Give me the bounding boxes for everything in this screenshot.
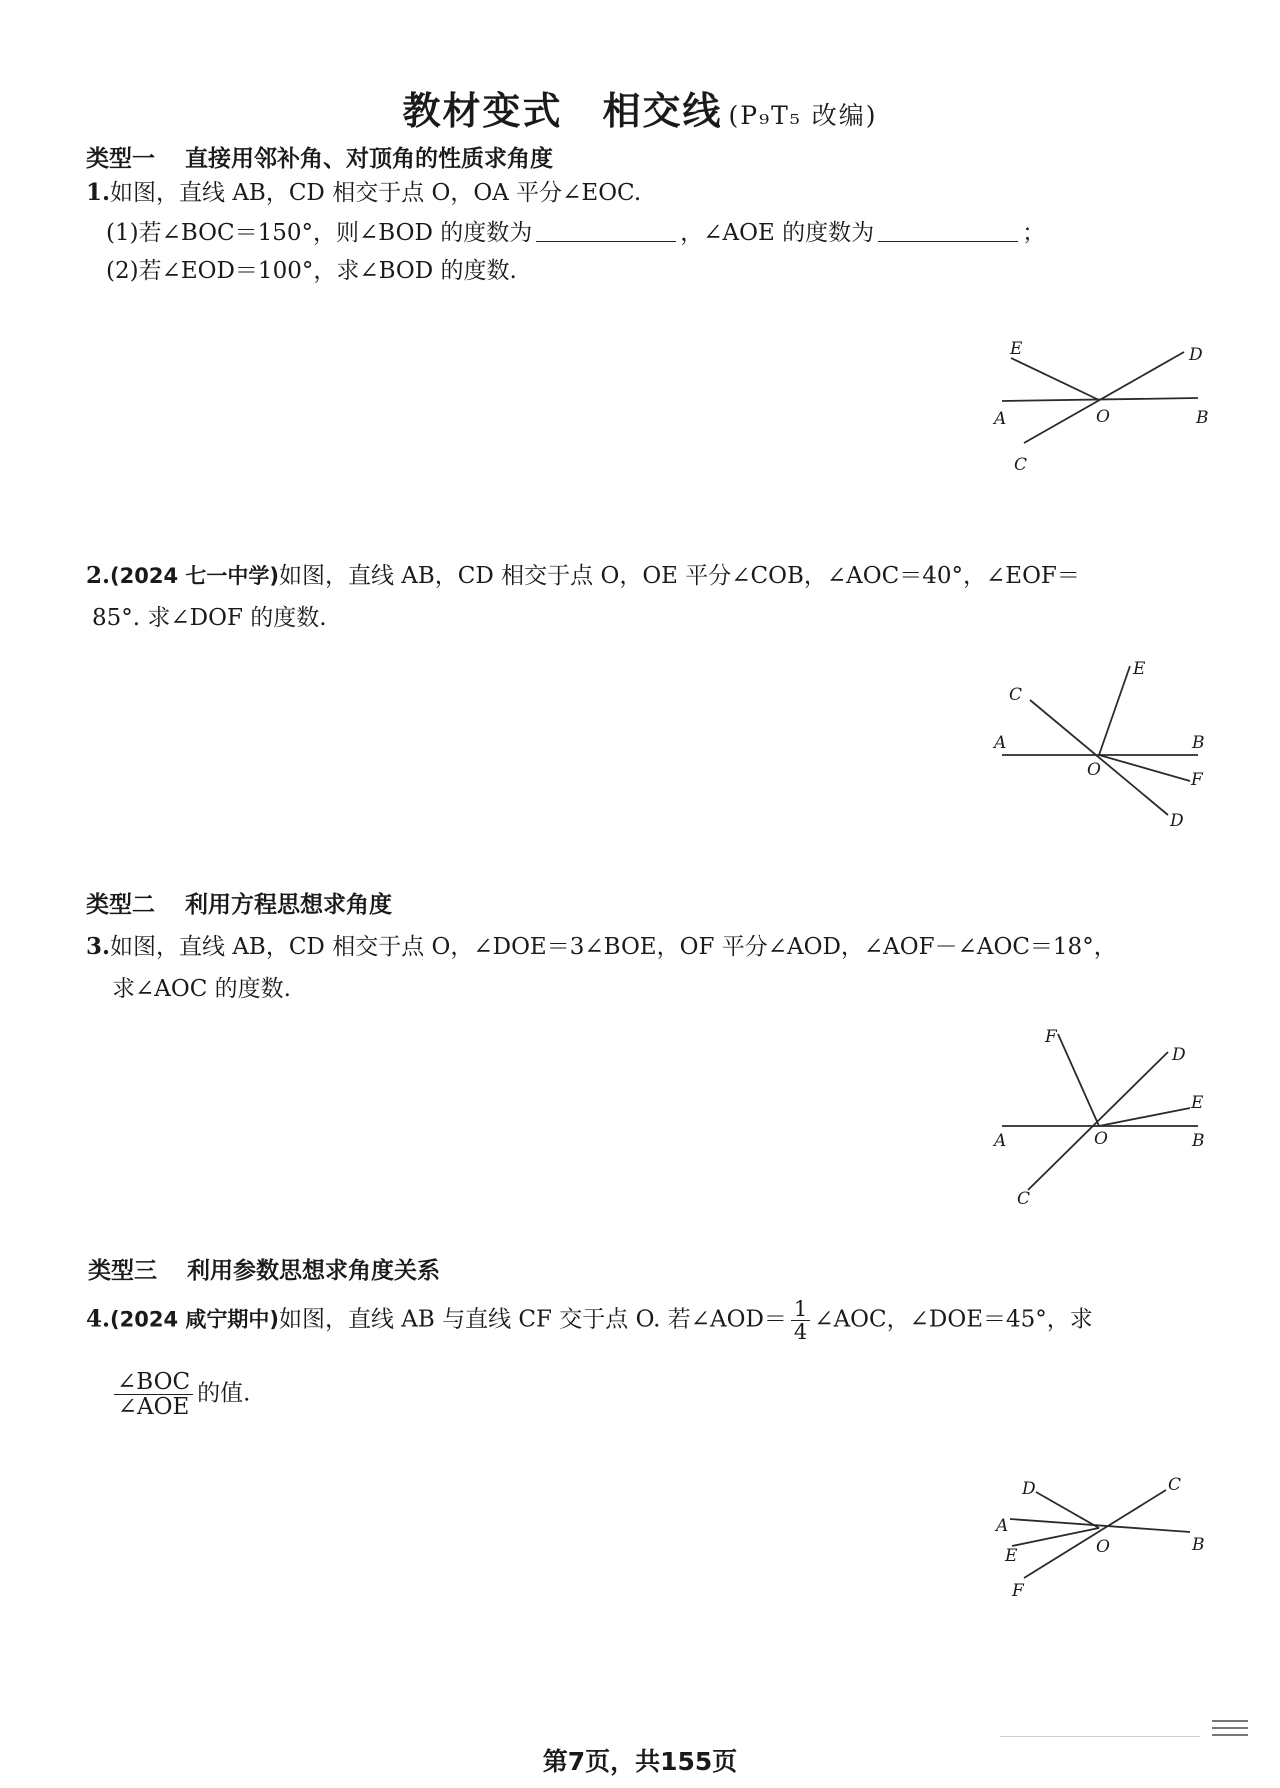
ray-OE	[1012, 1528, 1099, 1546]
section-label: 类型一	[86, 146, 155, 172]
title-main: 教材变式	[402, 89, 563, 133]
question-source: (2024 咸宁期中)	[110, 1307, 279, 1332]
question-text: 的值.	[197, 1380, 251, 1407]
label-C: C	[1168, 1475, 1182, 1495]
question-text: 如图，直线 AB，CD 相交于点 O，OE 平分∠COB，∠AOC＝40°，∠EOF＝	[278, 563, 1080, 589]
section-text: 利用参数思想求角度关系	[187, 1258, 440, 1284]
question-text: 如图，直线 AB，CD 相交于点 O，∠DOE＝3∠BOE，OF 平分∠AOD，∠AOF－∠AOC＝18°，	[110, 934, 1117, 960]
label-B: B	[1192, 733, 1205, 753]
question-number: 2.	[86, 562, 111, 589]
label-O: O	[1087, 760, 1101, 780]
label-O: O	[1094, 1129, 1108, 1149]
label-F: F	[1045, 1027, 1057, 1047]
section-text: 利用方程思想求角度	[185, 892, 392, 918]
fraction-denominator: 4	[793, 1320, 808, 1345]
section-label: 类型三	[88, 1258, 157, 1284]
question-source: (2024 七一中学)	[110, 564, 279, 588]
title-source: (P₉T₅ 改编)	[728, 101, 878, 130]
label-E: E	[1191, 1093, 1204, 1113]
label-B: B	[1192, 1131, 1205, 1151]
label-C: C	[1017, 1189, 1031, 1209]
part-text: (1)若∠BOC＝150°，则∠BOD 的度数为	[106, 220, 533, 246]
label-B: B	[1196, 408, 1209, 428]
label-E: E	[1010, 339, 1023, 359]
question-number: 4.	[86, 1305, 111, 1333]
question-text: 如图，直线 AB，CD 相交于点 O，OA 平分∠EOC.	[110, 180, 642, 206]
question-text: 如图，直线 AB 与直线 CF 交于点 O. 若∠AOD＝	[278, 1306, 787, 1333]
section-text: 直接用邻补角、对顶角的性质求角度	[185, 146, 553, 172]
scroll-track	[1000, 1736, 1200, 1737]
section-label: 类型二	[86, 892, 155, 918]
question-text: ∠AOC，∠DOE＝45°，求	[814, 1306, 1093, 1333]
question-text: 85°. 求∠DOF 的度数.	[92, 605, 327, 631]
line-CF	[1024, 1490, 1166, 1578]
label-F: F	[1191, 770, 1203, 790]
title-topic: 相交线	[602, 89, 723, 133]
label-B: B	[1192, 1535, 1205, 1555]
part-text: (2)若∠EOD＝100°，求∠BOD 的度数.	[106, 258, 517, 284]
label-O: O	[1096, 1537, 1110, 1557]
label-E: E	[1005, 1546, 1018, 1566]
menu-icon[interactable]	[1212, 1720, 1248, 1742]
label-C: C	[1014, 455, 1028, 475]
label-D: D	[1172, 1045, 1186, 1065]
label-A: A	[994, 409, 1007, 429]
label-D: D	[1189, 345, 1203, 365]
label-A: A	[996, 1516, 1009, 1536]
question-number: 3.	[86, 933, 111, 960]
label-F: F	[1012, 1581, 1024, 1601]
question-text: 求∠AOC 的度数.	[112, 976, 291, 1002]
part-text: ；	[1022, 220, 1046, 246]
label-A: A	[994, 1131, 1007, 1151]
part-text: ，∠AOE 的度数为	[680, 220, 875, 246]
label-A: A	[994, 733, 1007, 753]
question-number: 1.	[86, 179, 111, 206]
fraction-numerator: 1	[791, 1298, 810, 1321]
fraction-numerator: ∠BOC	[114, 1370, 193, 1395]
label-O: O	[1096, 407, 1110, 427]
label-D: D	[1170, 811, 1184, 831]
label-E: E	[1133, 659, 1146, 679]
label-D: D	[1022, 1479, 1036, 1499]
label-C: C	[1009, 685, 1023, 705]
page-indicator: 第7页，共155页	[542, 1747, 738, 1776]
fraction-denominator: ∠AOE	[117, 1394, 190, 1421]
